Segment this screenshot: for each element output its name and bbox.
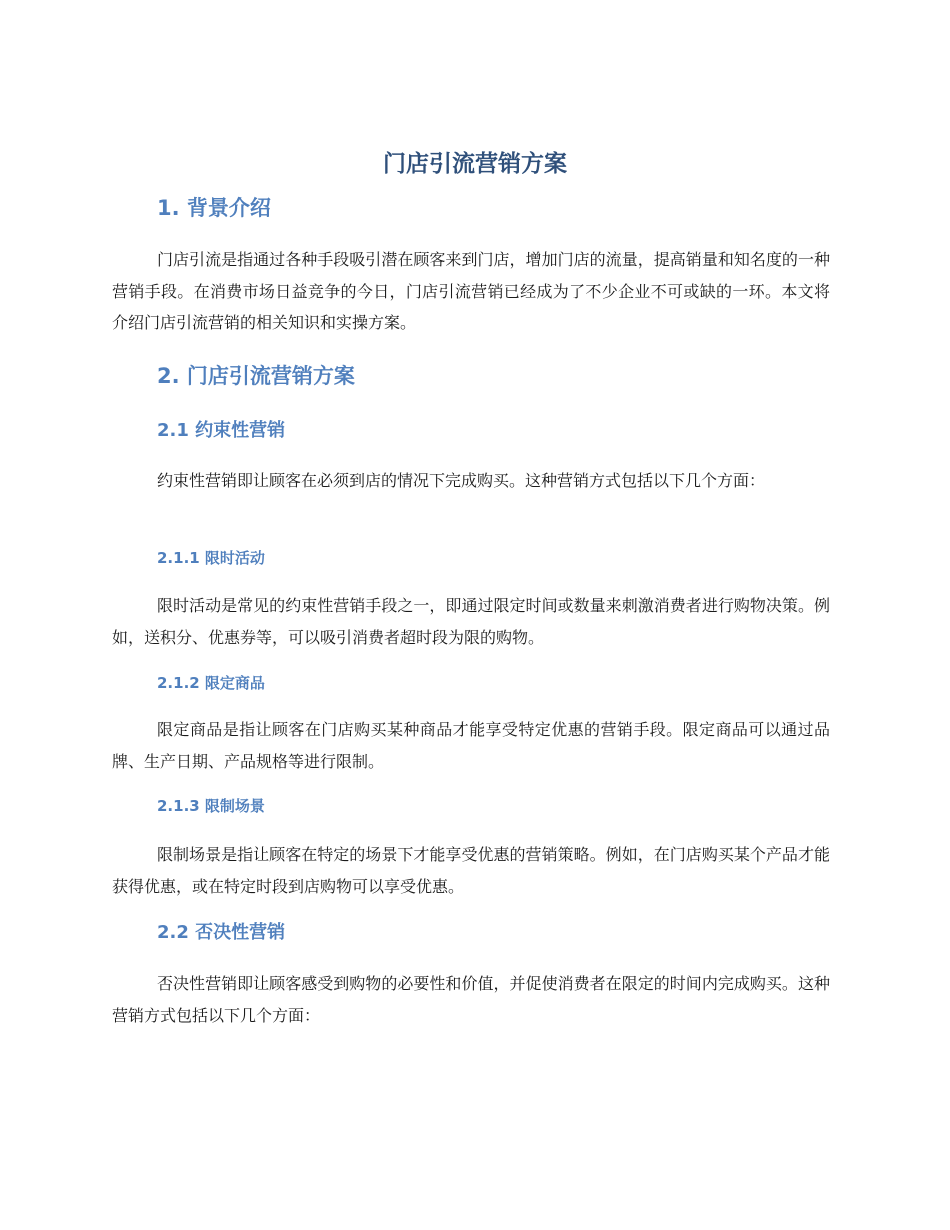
heading-marketing-plan: 2. 门店引流营销方案 [157,364,355,388]
heading-limited-goods: 2.1.2 限定商品 [157,674,265,692]
heading-background: 1. 背景介绍 [157,196,271,220]
paragraph-negation-marketing: 否决性营销即让顾客感受到购物的必要性和价值，并促使消费者在限定的时间内完成购买。这种营销方式包括以下几个方面： [112,974,830,1025]
paragraph-limited-time: 限时活动是常见的约束性营销手段之一，即通过限定时间或数量来刺激消费者进行购物决策。例如，送积分、优惠券等，可以吸引消费者超时段为限的购物。 [112,596,830,647]
paragraph-constraint-marketing: 约束性营销即让顾客在必须到店的情况下完成购买。这种营销方式包括以下几个方面： [157,471,766,490]
heading-limited-time: 2.1.1 限时活动 [157,549,265,567]
paragraph-limited-goods: 限定商品是指让顾客在门店购买某种商品才能享受特定优惠的营销手段。限定商品可以通过品牌、生产日期、产品规格等进行限制。 [112,720,830,771]
paragraph-limited-scene: 限制场景是指让顾客在特定的场景下才能享受优惠的营销策略。例如，在门店购买某个产品才能获得优惠，或在特定时段到店购物可以享受优惠。 [112,845,830,896]
document-title: 门店引流营销方案 [383,151,567,177]
paragraph-background: 门店引流是指通过各种手段吸引潜在顾客来到门店，增加门店的流量，提高销量和知名度的一种营销手段。在消费市场日益竞争的今日，门店引流营销已经成为了不少企业不可或缺的一环。本文将介绍门店引流营销的相关知识和实操方案。 [112,250,830,332]
heading-constraint-marketing: 2.1 约束性营销 [157,420,286,441]
heading-limited-scene: 2.1.3 限制场景 [157,797,265,815]
heading-negation-marketing: 2.2 否决性营销 [157,922,286,943]
